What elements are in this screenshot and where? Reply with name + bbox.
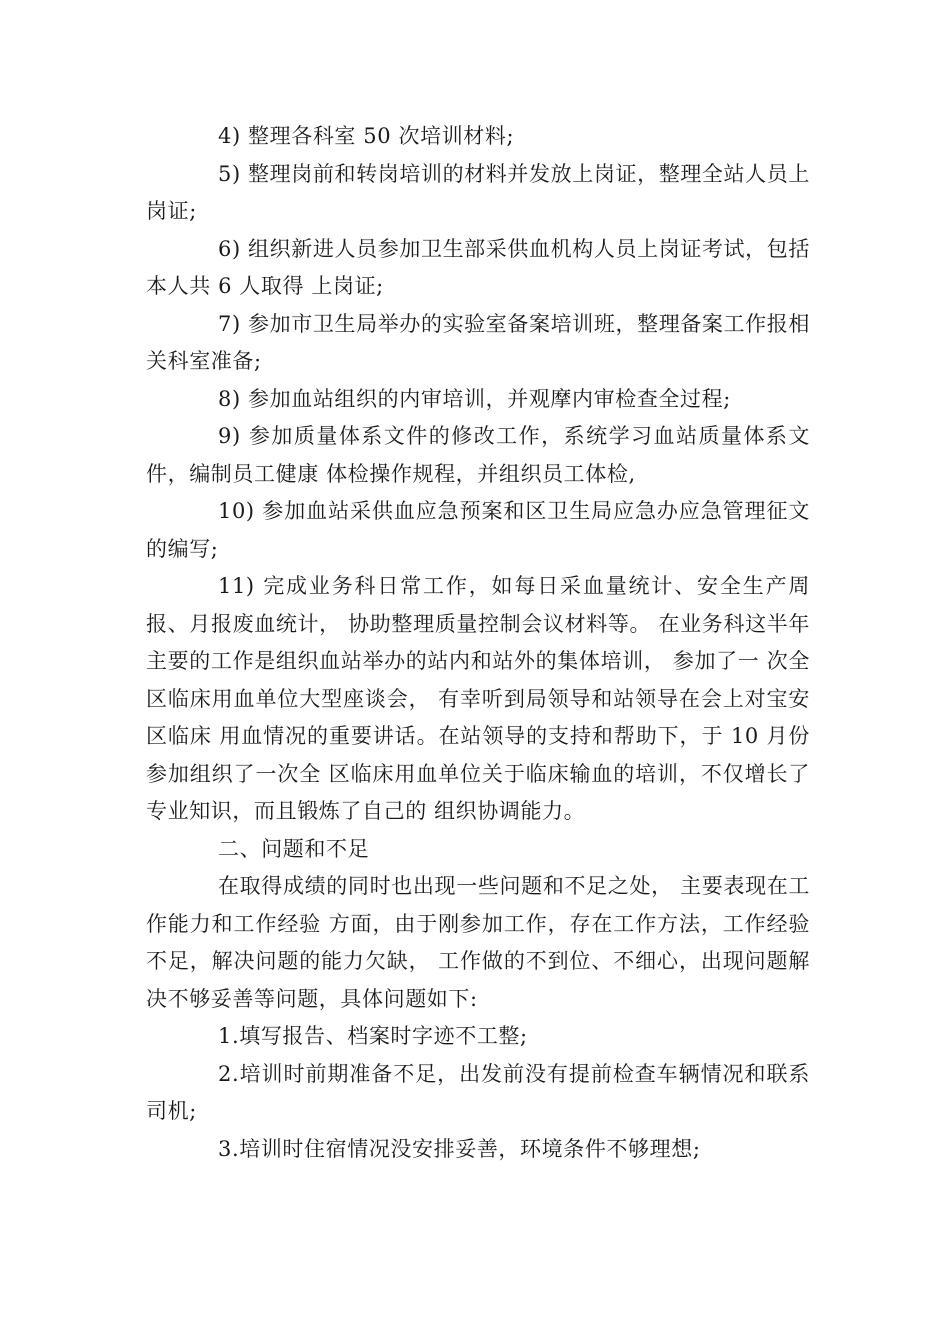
paragraph-item-11: 11) 完成业务科日常工作，如每日采血量统计、安全生产周报、月报废血统计， 协助整理质量控制会议材料等。 在业务科这半年主要的工作是组织血站举办的站内和站外的集体培训， 参加了一 次全区临床用血单位大型座谈会， 有幸听到局领导和站领导在会上对宝安区临床 用血情况的重要讲话。在站领导的支持和帮助下，于 10 月份参加组织了一次全 区临床用血单位关于临床输血的培训，不仅增长了专业知识，而且锻炼了自己的 组织协调能力。 — [146, 574, 810, 823]
paragraph-item-9: 9) 参加质量体系文件的修改工作，系统学习血站质量体系文件，编制员工健康 体检操作规程，并组织员工体检, — [146, 424, 810, 486]
section-heading-problems: 二、问题和不足 — [218, 836, 370, 861]
document-body — [146, 118, 810, 1168]
paragraph-item-10: 10) 参加血站采供血应急预案和区卫生局应急办应急管理征文的编写; — [146, 499, 810, 561]
problem-item-2: 2.培训时前期准备不足，出发前没有提前检查车辆情况和联系司机; — [146, 1061, 810, 1123]
paragraph-item-5: 5) 整理岗前和转岗培训的材料并发放上岗证，整理全站人员上岗证; — [146, 161, 810, 223]
paragraph-item-4: 4) 整理各科室 50 次培训材料; — [218, 124, 515, 148]
problem-item-1: 1.填写报告、档案时字迹不工整; — [218, 1024, 528, 1048]
paragraph-item-6: 6) 组织新进人员参加卫生部采供血机构人员上岗证考试，包括本人共 6 人取得 上岗证; — [146, 236, 810, 298]
paragraph-item-7: 7) 参加市卫生局举办的实验室备案培训班，整理备案工作报相关科室准备; — [146, 311, 810, 373]
problem-item-3: 3.培训时住宿情况没安排妥善，环境条件不够理想; — [218, 1136, 701, 1161]
paragraph-item-8: 8) 参加血站组织的内审培训，并观摩内审检查全过程; — [218, 386, 731, 411]
paragraph-problems-intro: 在取得成绩的同时也出现一些问题和不足之处， 主要表现在工作能力和工作经验 方面，由于刚参加工作，存在工作方法，工作经验不足，解决问题的能力欠缺， 工作做的不到位、不细心，出现问题解决不够妥善等问题，具体问题如下: — [146, 874, 810, 1011]
